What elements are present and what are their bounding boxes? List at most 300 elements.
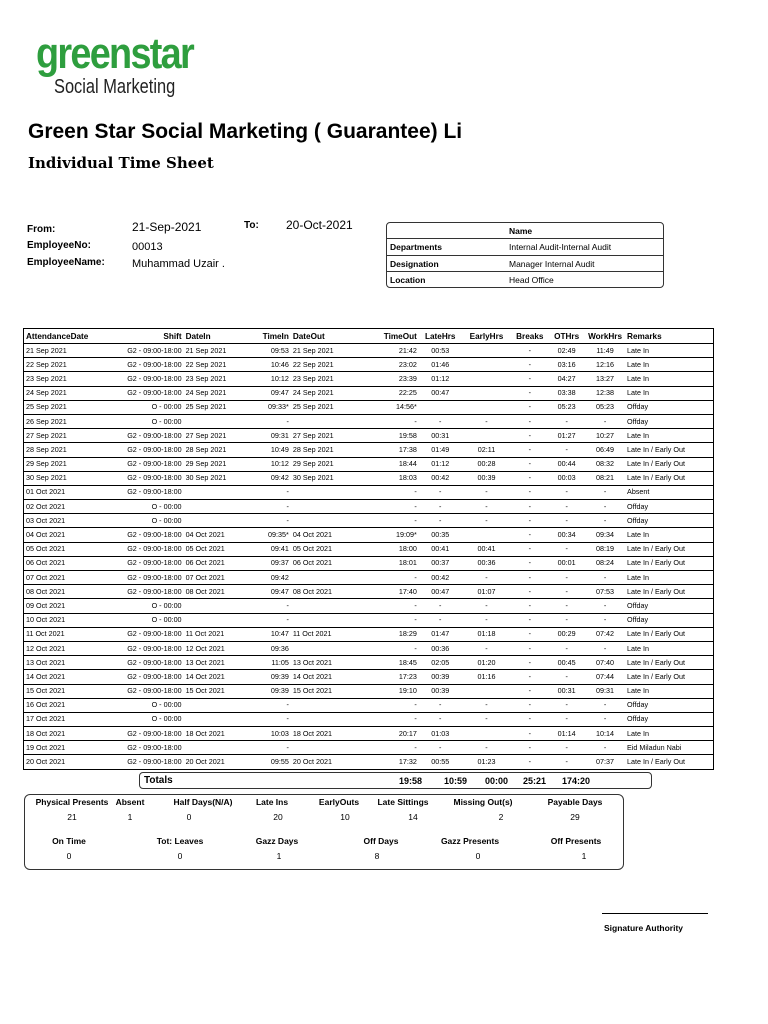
department-label: Departments — [390, 242, 442, 252]
cell-shift: G2 - 09:00-18:00 — [90, 485, 183, 499]
cell-early-hrs — [462, 429, 512, 443]
col-early-hrs: EarlyHrs — [462, 329, 512, 344]
attendance-summary-box — [24, 794, 624, 870]
cell-breaks: - — [511, 599, 548, 613]
cell-time-in: 09:36 — [251, 641, 291, 655]
cell-shift: G2 - 09:00-18:00 — [90, 457, 183, 471]
cell-attendance-date: 06 Oct 2021 — [24, 556, 91, 570]
cell-early-hrs: 01:23 — [462, 755, 512, 769]
company-logo-subtitle: Social Marketing — [54, 76, 176, 98]
cell-work-hrs: - — [585, 698, 625, 712]
cell-date-in: 07 Oct 2021 — [184, 571, 252, 585]
summary-off-days-label: Off Days — [363, 836, 399, 846]
cell-early-hrs: 01:07 — [462, 585, 512, 599]
cell-remarks: Offday — [625, 698, 713, 712]
cell-time-out: - — [366, 571, 419, 585]
cell-work-hrs: 10:27 — [585, 429, 625, 443]
table-row — [24, 471, 714, 485]
cell-shift: G2 - 09:00-18:00 — [90, 542, 183, 556]
cell-attendance-date: 05 Oct 2021 — [24, 542, 91, 556]
location-row — [387, 271, 663, 288]
cell-early-hrs: - — [462, 414, 512, 428]
col-time-in: TimeIn — [251, 329, 291, 344]
summary-on-time-label: On Time — [52, 836, 86, 846]
col-ot-hrs: OTHrs — [548, 329, 585, 344]
cell-breaks: - — [511, 684, 548, 698]
cell-time-in: - — [251, 514, 291, 528]
cell-early-hrs: - — [462, 571, 512, 585]
location-value: Head Office — [509, 275, 554, 285]
cell-breaks: - — [511, 613, 548, 627]
cell-time-in: - — [251, 613, 291, 627]
signature-line — [602, 913, 708, 914]
summary-missing-outs-value: 2 — [498, 812, 504, 822]
cell-date-out — [291, 514, 366, 528]
cell-work-hrs: - — [585, 414, 625, 428]
cell-remarks: Offday — [625, 712, 713, 726]
summary-gazz-days-value: 1 — [276, 851, 282, 861]
cell-remarks: Eid Miladun Nabi — [625, 741, 713, 755]
cell-breaks: - — [511, 670, 548, 684]
cell-early-hrs: 00:28 — [462, 457, 512, 471]
summary-late-sittings-value: 14 — [408, 812, 418, 822]
cell-late-hrs: - — [419, 741, 462, 755]
cell-ot-hrs: 00:29 — [548, 627, 585, 641]
summary-half-days-label: Half Days(N/A) — [173, 797, 233, 807]
cell-shift: O - 00:00 — [90, 613, 183, 627]
cell-remarks: Offday — [625, 613, 713, 627]
table-row — [24, 414, 714, 428]
cell-date-out — [291, 571, 366, 585]
cell-time-out: 18:03 — [366, 471, 419, 485]
cell-shift: G2 - 09:00-18:00 — [90, 585, 183, 599]
cell-late-hrs: - — [419, 712, 462, 726]
cell-late-hrs: 02:05 — [419, 656, 462, 670]
cell-late-hrs: - — [419, 698, 462, 712]
cell-date-out: 21 Sep 2021 — [291, 344, 366, 358]
total-ot-hrs: 25:21 — [523, 776, 547, 786]
cell-breaks: - — [511, 712, 548, 726]
cell-time-in: 09:37 — [251, 556, 291, 570]
cell-early-hrs: - — [462, 514, 512, 528]
cell-time-in: 09:39 — [251, 684, 291, 698]
cell-date-out: 14 Oct 2021 — [291, 670, 366, 684]
cell-date-in: 28 Sep 2021 — [184, 443, 252, 457]
cell-attendance-date: 04 Oct 2021 — [24, 528, 91, 542]
cell-shift: G2 - 09:00-18:00 — [90, 358, 183, 372]
cell-time-in: - — [251, 599, 291, 613]
cell-date-out: 05 Oct 2021 — [291, 542, 366, 556]
cell-late-hrs: 00:53 — [419, 344, 462, 358]
table-row — [24, 684, 714, 698]
cell-remarks: Late In — [625, 344, 713, 358]
cell-work-hrs: 07:44 — [585, 670, 625, 684]
cell-time-in: 10:46 — [251, 358, 291, 372]
cell-date-out: 04 Oct 2021 — [291, 528, 366, 542]
cell-work-hrs: - — [585, 571, 625, 585]
cell-date-in: 29 Sep 2021 — [184, 457, 252, 471]
cell-attendance-date: 21 Sep 2021 — [24, 344, 91, 358]
cell-work-hrs: - — [585, 485, 625, 499]
table-row — [24, 372, 714, 386]
table-row — [24, 571, 714, 585]
cell-date-out — [291, 599, 366, 613]
cell-early-hrs: 00:39 — [462, 471, 512, 485]
cell-attendance-date: 09 Oct 2021 — [24, 599, 91, 613]
cell-ot-hrs: - — [548, 571, 585, 585]
table-row — [24, 613, 714, 627]
cell-early-hrs: - — [462, 712, 512, 726]
cell-late-hrs: 00:39 — [419, 670, 462, 684]
cell-early-hrs — [462, 528, 512, 542]
cell-attendance-date: 15 Oct 2021 — [24, 684, 91, 698]
cell-late-hrs — [419, 400, 462, 414]
summary-off-presents-value: 1 — [581, 851, 587, 861]
cell-late-hrs: - — [419, 599, 462, 613]
cell-date-in: 11 Oct 2021 — [184, 627, 252, 641]
cell-time-out: 22:25 — [366, 386, 419, 400]
cell-time-out: 17:40 — [366, 585, 419, 599]
cell-remarks: Late In / Early Out — [625, 556, 713, 570]
table-row — [24, 528, 714, 542]
cell-work-hrs: - — [585, 613, 625, 627]
cell-late-hrs: 00:36 — [419, 641, 462, 655]
cell-late-hrs: 01:03 — [419, 727, 462, 741]
cell-remarks: Offday — [625, 514, 713, 528]
table-row — [24, 656, 714, 670]
table-row — [24, 358, 714, 372]
cell-remarks: Late In — [625, 386, 713, 400]
cell-time-in: 10:03 — [251, 727, 291, 741]
cell-early-hrs — [462, 358, 512, 372]
cell-remarks: Late In / Early Out — [625, 656, 713, 670]
cell-attendance-date: 18 Oct 2021 — [24, 727, 91, 741]
cell-work-hrs: 11:49 — [585, 344, 625, 358]
cell-time-in: 10:12 — [251, 372, 291, 386]
cell-ot-hrs: 00:03 — [548, 471, 585, 485]
cell-date-in: 21 Sep 2021 — [184, 344, 252, 358]
cell-time-out: 23:02 — [366, 358, 419, 372]
cell-work-hrs: 08:19 — [585, 542, 625, 556]
cell-late-hrs: - — [419, 514, 462, 528]
cell-early-hrs — [462, 344, 512, 358]
cell-date-out — [291, 712, 366, 726]
cell-late-hrs: 00:42 — [419, 571, 462, 585]
cell-date-in: 22 Sep 2021 — [184, 358, 252, 372]
cell-early-hrs — [462, 727, 512, 741]
cell-date-out — [291, 485, 366, 499]
cell-time-in: 09:42 — [251, 571, 291, 585]
cell-time-in: 09:35* — [251, 528, 291, 542]
cell-attendance-date: 22 Sep 2021 — [24, 358, 91, 372]
cell-date-out: 29 Sep 2021 — [291, 457, 366, 471]
cell-time-in: 10:12 — [251, 457, 291, 471]
cell-early-hrs: 01:18 — [462, 627, 512, 641]
cell-remarks: Late In — [625, 358, 713, 372]
cell-remarks: Late In — [625, 571, 713, 585]
cell-date-out — [291, 741, 366, 755]
cell-ot-hrs: - — [548, 599, 585, 613]
summary-off-presents-label: Off Presents — [550, 836, 602, 846]
cell-attendance-date: 03 Oct 2021 — [24, 514, 91, 528]
cell-remarks: Offday — [625, 599, 713, 613]
cell-late-hrs: 00:47 — [419, 585, 462, 599]
cell-attendance-date: 27 Sep 2021 — [24, 429, 91, 443]
summary-gazz-days-label: Gazz Days — [255, 836, 299, 846]
cell-ot-hrs: - — [548, 585, 585, 599]
designation-value: Manager Internal Audit — [509, 259, 595, 269]
cell-time-in: 09:41 — [251, 542, 291, 556]
cell-ot-hrs: 00:01 — [548, 556, 585, 570]
cell-attendance-date: 30 Sep 2021 — [24, 471, 91, 485]
cell-date-in: 20 Oct 2021 — [184, 755, 252, 769]
cell-shift: G2 - 09:00-18:00 — [90, 670, 183, 684]
cell-late-hrs: 00:41 — [419, 542, 462, 556]
cell-ot-hrs: 04:27 — [548, 372, 585, 386]
cell-attendance-date: 25 Sep 2021 — [24, 400, 91, 414]
cell-time-out: 21:42 — [366, 344, 419, 358]
cell-ot-hrs: - — [548, 514, 585, 528]
summary-on-time-value: 0 — [66, 851, 72, 861]
table-row — [24, 386, 714, 400]
cell-date-in: 13 Oct 2021 — [184, 656, 252, 670]
cell-work-hrs: 09:31 — [585, 684, 625, 698]
cell-breaks: - — [511, 500, 548, 514]
cell-time-out: 18:45 — [366, 656, 419, 670]
cell-time-out: 17:38 — [366, 443, 419, 457]
summary-physical-presents-label: Physical Presents — [35, 797, 109, 807]
signature-authority-label: Signature Authority — [604, 923, 684, 933]
cell-breaks: - — [511, 457, 548, 471]
summary-missing-outs-label: Missing Out(s) — [453, 797, 513, 807]
col-attendance-date: AttendanceDate — [24, 329, 91, 344]
cell-attendance-date: 29 Sep 2021 — [24, 457, 91, 471]
cell-time-out: 19:10 — [366, 684, 419, 698]
col-remarks: Remarks — [625, 329, 713, 344]
cell-time-out: - — [366, 500, 419, 514]
table-row — [24, 585, 714, 599]
department-row — [387, 238, 663, 255]
cell-ot-hrs: - — [548, 542, 585, 556]
designation-label: Designation — [390, 259, 439, 269]
cell-early-hrs: - — [462, 741, 512, 755]
cell-work-hrs: 10:14 — [585, 727, 625, 741]
cell-early-hrs: - — [462, 613, 512, 627]
cell-attendance-date: 12 Oct 2021 — [24, 641, 91, 655]
summary-gazz-presents-label: Gazz Presents — [440, 836, 500, 846]
cell-early-hrs: - — [462, 485, 512, 499]
cell-work-hrs: - — [585, 641, 625, 655]
cell-date-in: 24 Sep 2021 — [184, 386, 252, 400]
cell-date-out: 18 Oct 2021 — [291, 727, 366, 741]
cell-date-out — [291, 414, 366, 428]
cell-work-hrs: 08:32 — [585, 457, 625, 471]
employee-no-value: 00013 — [132, 241, 163, 253]
cell-attendance-date: 10 Oct 2021 — [24, 613, 91, 627]
cell-remarks: Offday — [625, 500, 713, 514]
cell-breaks: - — [511, 542, 548, 556]
cell-breaks: - — [511, 372, 548, 386]
cell-date-in: 05 Oct 2021 — [184, 542, 252, 556]
cell-shift: G2 - 09:00-18:00 — [90, 386, 183, 400]
cell-date-out: 28 Sep 2021 — [291, 443, 366, 457]
cell-time-in: 09:53 — [251, 344, 291, 358]
cell-date-out: 30 Sep 2021 — [291, 471, 366, 485]
cell-date-in — [184, 613, 252, 627]
cell-time-in: - — [251, 712, 291, 726]
cell-shift: G2 - 09:00-18:00 — [90, 528, 183, 542]
cell-ot-hrs: 01:27 — [548, 429, 585, 443]
cell-date-in: 14 Oct 2021 — [184, 670, 252, 684]
from-value: 21-Sep-2021 — [132, 220, 202, 234]
cell-shift: G2 - 09:00-18:00 — [90, 755, 183, 769]
cell-breaks: - — [511, 485, 548, 499]
cell-time-out: 18:01 — [366, 556, 419, 570]
cell-date-out: 27 Sep 2021 — [291, 429, 366, 443]
cell-shift: G2 - 09:00-18:00 — [90, 372, 183, 386]
cell-work-hrs: 07:53 — [585, 585, 625, 599]
cell-attendance-date: 17 Oct 2021 — [24, 712, 91, 726]
table-row — [24, 542, 714, 556]
cell-work-hrs: 12:16 — [585, 358, 625, 372]
cell-time-out: 17:32 — [366, 755, 419, 769]
cell-early-hrs: - — [462, 698, 512, 712]
cell-time-out: - — [366, 712, 419, 726]
cell-date-in — [184, 514, 252, 528]
cell-date-in: 25 Sep 2021 — [184, 400, 252, 414]
cell-attendance-date: 23 Sep 2021 — [24, 372, 91, 386]
cell-late-hrs: - — [419, 613, 462, 627]
cell-date-out — [291, 613, 366, 627]
cell-time-out: 19:58 — [366, 429, 419, 443]
cell-work-hrs: - — [585, 514, 625, 528]
cell-breaks: - — [511, 585, 548, 599]
cell-remarks: Late In — [625, 372, 713, 386]
cell-ot-hrs: 03:38 — [548, 386, 585, 400]
cell-time-in: 09:33* — [251, 400, 291, 414]
cell-ot-hrs: - — [548, 698, 585, 712]
cell-remarks: Absent — [625, 485, 713, 499]
cell-date-out: 23 Sep 2021 — [291, 372, 366, 386]
cell-breaks: - — [511, 414, 548, 428]
cell-breaks: - — [511, 755, 548, 769]
cell-time-in: 11:05 — [251, 656, 291, 670]
cell-attendance-date: 01 Oct 2021 — [24, 485, 91, 499]
cell-remarks: Late In / Early Out — [625, 755, 713, 769]
cell-shift: O - 00:00 — [90, 400, 183, 414]
summary-gazz-presents-value: 0 — [475, 851, 481, 861]
cell-breaks: - — [511, 429, 548, 443]
summary-off-days-value: 8 — [374, 851, 380, 861]
total-work-hrs: 174:20 — [562, 776, 591, 786]
cell-shift: O - 00:00 — [90, 414, 183, 428]
cell-time-out: 19:09* — [366, 528, 419, 542]
cell-time-out: 14:56* — [366, 400, 419, 414]
cell-time-in: - — [251, 500, 291, 514]
cell-time-out: - — [366, 414, 419, 428]
cell-date-out — [291, 641, 366, 655]
cell-early-hrs: 00:41 — [462, 542, 512, 556]
company-name: Green Star Social Marketing ( Guarantee) Li — [28, 120, 463, 143]
summary-absent-label: Absent — [115, 797, 145, 807]
cell-late-hrs: 01:12 — [419, 457, 462, 471]
cell-attendance-date: 16 Oct 2021 — [24, 698, 91, 712]
summary-absent-value: 1 — [127, 812, 133, 822]
cell-shift: G2 - 09:00-18:00 — [90, 471, 183, 485]
cell-shift: O - 00:00 — [90, 599, 183, 613]
total-late-hrs: 19:58 — [399, 776, 423, 786]
table-row — [24, 514, 714, 528]
cell-shift: G2 - 09:00-18:00 — [90, 344, 183, 358]
cell-time-out: 18:44 — [366, 457, 419, 471]
cell-ot-hrs: - — [548, 613, 585, 627]
cell-breaks: - — [511, 386, 548, 400]
cell-early-hrs — [462, 400, 512, 414]
cell-breaks: - — [511, 571, 548, 585]
cell-work-hrs: 07:40 — [585, 656, 625, 670]
cell-time-in: - — [251, 414, 291, 428]
cell-ot-hrs: - — [548, 500, 585, 514]
table-row — [24, 400, 714, 414]
cell-remarks: Late In — [625, 684, 713, 698]
cell-ot-hrs: 01:14 — [548, 727, 585, 741]
cell-late-hrs: 00:39 — [419, 684, 462, 698]
cell-work-hrs: 07:37 — [585, 755, 625, 769]
cell-date-out: 25 Sep 2021 — [291, 400, 366, 414]
cell-date-in — [184, 741, 252, 755]
employee-no-label: EmployeeNo: — [27, 240, 91, 251]
cell-ot-hrs: - — [548, 414, 585, 428]
cell-work-hrs: - — [585, 712, 625, 726]
cell-time-in: - — [251, 698, 291, 712]
col-date-in: DateIn — [184, 329, 252, 344]
cell-remarks: Late In — [625, 727, 713, 741]
employee-name-value: Muhammad Uzair . — [132, 258, 225, 270]
summary-total-leaves-label: Tot: Leaves — [156, 836, 204, 846]
summary-half-days-value: 0 — [186, 812, 192, 822]
cell-late-hrs: 00:35 — [419, 528, 462, 542]
cell-ot-hrs: 00:34 — [548, 528, 585, 542]
table-row — [24, 670, 714, 684]
cell-date-out: 15 Oct 2021 — [291, 684, 366, 698]
cell-late-hrs: 00:55 — [419, 755, 462, 769]
totals-label: Totals — [144, 775, 173, 786]
cell-late-hrs: - — [419, 500, 462, 514]
cell-date-in: 08 Oct 2021 — [184, 585, 252, 599]
summary-late-ins-value: 20 — [273, 812, 283, 822]
cell-date-out: 11 Oct 2021 — [291, 627, 366, 641]
cell-time-in: 10:47 — [251, 627, 291, 641]
cell-time-in: 09:39 — [251, 670, 291, 684]
cell-date-out: 13 Oct 2021 — [291, 656, 366, 670]
cell-late-hrs: - — [419, 485, 462, 499]
cell-breaks: - — [511, 641, 548, 655]
total-breaks: 00:00 — [485, 776, 509, 786]
cell-attendance-date: 26 Sep 2021 — [24, 414, 91, 428]
cell-date-in: 06 Oct 2021 — [184, 556, 252, 570]
cell-shift: G2 - 09:00-18:00 — [90, 727, 183, 741]
cell-ot-hrs: - — [548, 443, 585, 457]
cell-date-in: 23 Sep 2021 — [184, 372, 252, 386]
summary-early-outs-label: EarlyOuts — [318, 797, 360, 807]
cell-ot-hrs: - — [548, 755, 585, 769]
cell-remarks: Offday — [625, 400, 713, 414]
col-date-out: DateOut — [291, 329, 366, 344]
table-row — [24, 556, 714, 570]
cell-date-in: 27 Sep 2021 — [184, 429, 252, 443]
cell-time-out: 18:29 — [366, 627, 419, 641]
cell-time-out: 18:00 — [366, 542, 419, 556]
